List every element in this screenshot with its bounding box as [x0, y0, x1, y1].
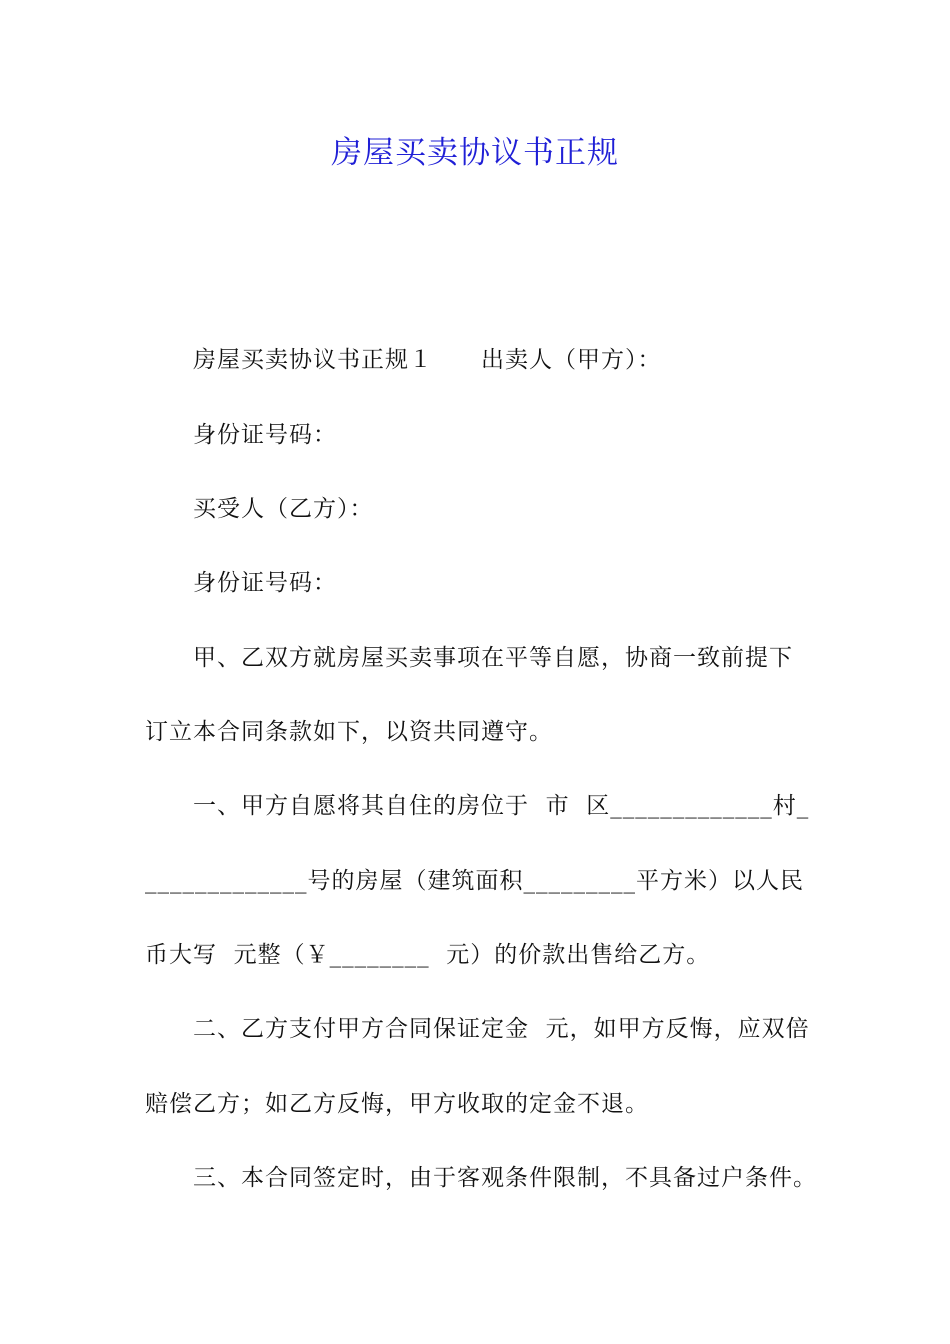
document-title: 房屋买卖协议书正规: [331, 135, 619, 171]
paragraph-line-buyer-id: 身份证号码：: [193, 570, 337, 596]
paragraph-line-clause-3: 三、本合同签定时，由于客观条件限制，不具备过户条件。: [193, 1165, 817, 1191]
paragraph-line-buyer: 买受人（乙方）：: [193, 496, 374, 522]
paragraph-line-clause-1-end: 币大写 元整（￥________ 元）的价款出售给乙方。: [145, 942, 711, 968]
paragraph-line-clause-2: 二、乙方支付甲方合同保证定金 元，如甲方反悔，应双倍: [193, 1016, 810, 1042]
paragraph-line-clause-1: 一、甲方自愿将其自住的房位于 市 区_____________村_: [193, 793, 810, 819]
paragraph-line-seller-id: 身份证号码：: [193, 422, 337, 448]
paragraph-line-intro: 甲、乙双方就房屋买卖事项在平等自愿，协商一致前提下: [193, 645, 793, 671]
paragraph-line-intro-cont: 订立本合同条款如下，以资共同遵守。: [145, 719, 553, 745]
paragraph-line-seller: 房屋买卖协议书正规１ 出卖人（甲方）：: [193, 347, 662, 373]
paragraph-line-clause-2-cont: 赔偿乙方；如乙方反悔，甲方收取的定金不退。: [145, 1091, 649, 1117]
paragraph-line-clause-1-cont: _____________号的房屋（建筑面积_________平方米）以人民: [145, 868, 804, 894]
